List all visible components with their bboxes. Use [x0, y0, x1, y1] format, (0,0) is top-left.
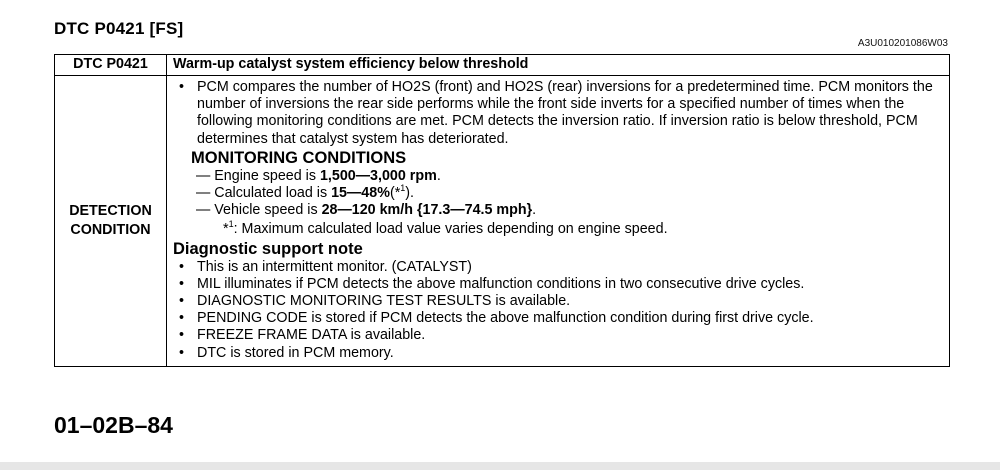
condition-load-note-open: (*	[389, 185, 401, 202]
footnote	[173, 221, 943, 238]
list-item: • FREEZE FRAME DATA is available.	[173, 327, 943, 344]
condition-vehicle-speed	[173, 202, 943, 219]
bottom-divider	[0, 462, 1000, 470]
list-item: • DTC is stored in PCM memory.	[173, 345, 943, 362]
header-dtc-description: Warm-up catalyst system efficiency below threshold	[167, 55, 950, 76]
condition-load-value: 15—48%	[331, 185, 390, 202]
dtc-table	[54, 54, 950, 367]
list-item: • PENDING CODE is stored if PCM detects the above malfunction condition during first drive cycle.	[173, 310, 943, 327]
condition-speed-value: 28—120 km/h {17.3—74.5 mph}	[321, 202, 533, 219]
condition-calculated-load	[173, 185, 943, 202]
condition-speed-prefix: — Vehicle speed is	[196, 202, 322, 219]
condition-engine-prefix: — Engine speed is	[196, 167, 320, 184]
condition-engine-value: 1,500—3,000 rpm	[319, 167, 437, 184]
list-item: • DIAGNOSTIC MONITORING TEST RESULTS is available.	[173, 293, 943, 310]
page-number: 01–02B–84	[54, 412, 173, 438]
footnote-sup: 1	[228, 219, 234, 230]
diagnostic-support-heading: Diagnostic support note	[173, 239, 363, 258]
footnote-text: : Maximum calculated load value varies depending on engine speed.	[233, 221, 668, 238]
condition-speed-suffix: .	[532, 202, 537, 219]
table-header-row	[55, 55, 950, 76]
list-item: • MIL illuminates if PCM detects the above malfunction conditions in two consecutive drive cycles.	[173, 276, 943, 293]
document-code: A3U010201086W03	[857, 38, 948, 49]
monitoring-conditions-heading: MONITORING CONDITIONS	[191, 148, 407, 167]
header-dtc-code: DTC P0421	[55, 55, 167, 76]
document-title: DTC P0421 [FS]	[54, 19, 184, 38]
condition-load-prefix: — Calculated load is	[196, 185, 332, 202]
footnote-mark: *	[223, 221, 229, 238]
condition-load-note-close: ).	[405, 185, 415, 202]
row-label-line-2: CONDITION	[70, 221, 151, 238]
condition-load-note-sup: 1	[400, 183, 406, 194]
row-label-line-1: DETECTION	[69, 202, 152, 219]
intro-paragraph: • PCM compares the number of HO2S (front) and HO2S (rear) inversions for a predetermined time. PCM monitors the number of inversions the rear side performs while the front side inverts for a specified number of times when the following monitoring conditions are met. PCM detects the inversion ratio. If inversion ratio is below threshold, PCM determines that catalyst system has deteriorated.	[173, 79, 943, 148]
diagnostic-support-list	[173, 259, 943, 362]
row-label	[55, 76, 167, 367]
intro-list	[173, 79, 943, 148]
condition-engine-speed	[173, 168, 943, 185]
list-item: • This is an intermittent monitor. (CATALYST)	[173, 259, 943, 276]
detection-content	[167, 76, 950, 367]
condition-engine-suffix: .	[436, 167, 441, 184]
detection-condition-row	[55, 76, 950, 367]
